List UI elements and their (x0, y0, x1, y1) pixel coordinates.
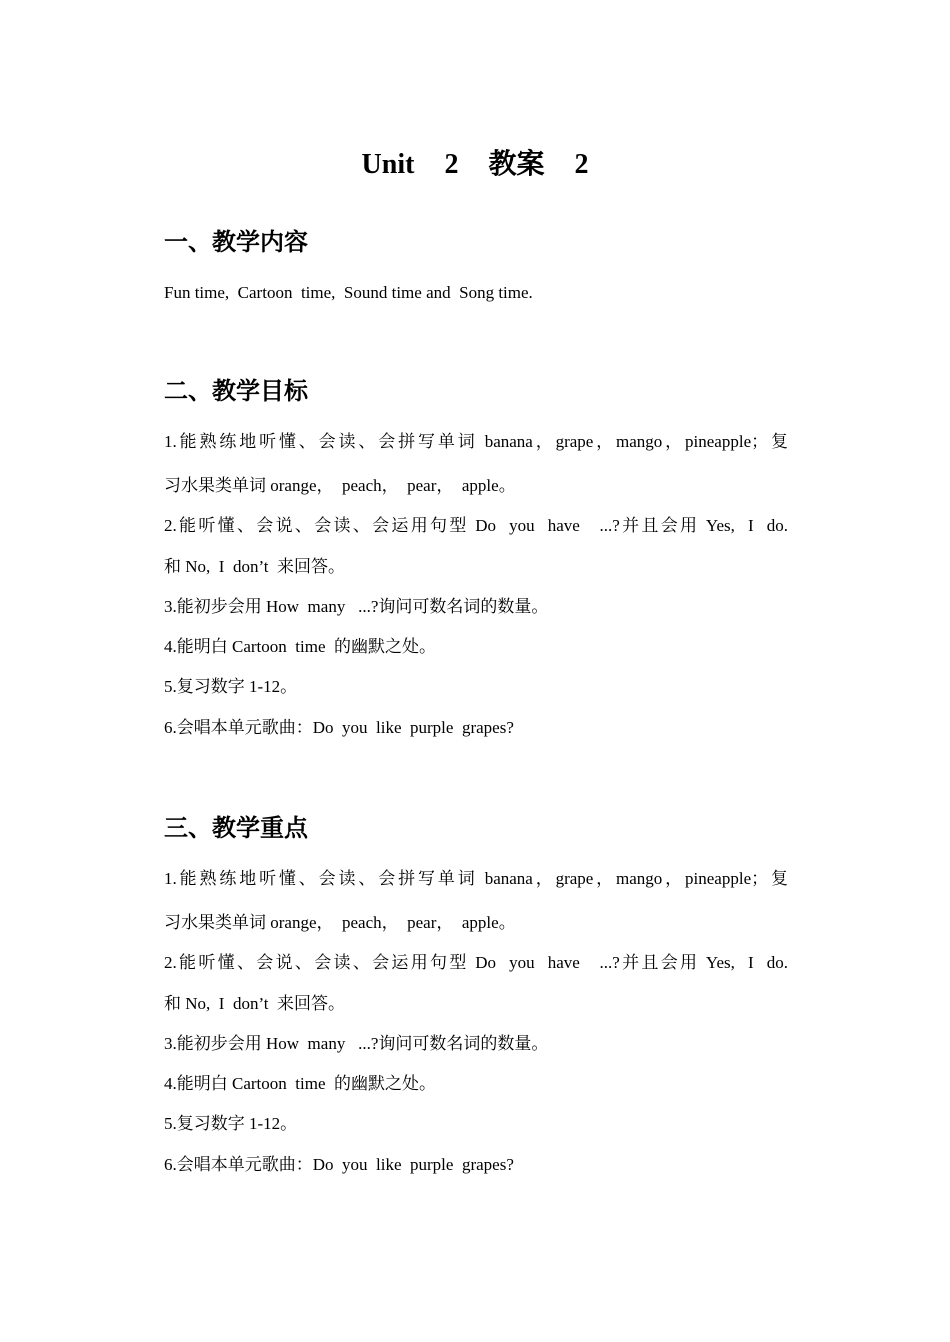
objective-line: 和 No, I don’t 来回答。 (164, 557, 346, 576)
key-point-line: 习水果类单词 orange， peach， pear， apple。 (164, 913, 516, 932)
objective-line: 2.能听懂、会说、会读、会运用句型 Do you have ...?并且会用 Yes, I do. (164, 516, 788, 535)
content-line: Fun time, Cartoon time, Sound time and Song time. (164, 283, 533, 302)
key-point-line: 2.能听懂、会说、会读、会运用句型 Do you have ...?并且会用 Yes, I do. (164, 953, 788, 972)
objective-line: 习水果类单词 orange， peach， pear， apple。 (164, 476, 516, 495)
section-heading-objectives: 二、教学目标 (164, 377, 308, 405)
page-title: Unit 2 教案 2 (361, 149, 589, 180)
objective-line: 6.会唱本单元歌曲：Do you like purple grapes? (164, 718, 514, 737)
key-point-line: 和 No, I don’t 来回答。 (164, 994, 346, 1013)
section-heading-content: 一、教学内容 (164, 228, 308, 256)
key-point-line: 6.会唱本单元歌曲：Do you like purple grapes? (164, 1155, 514, 1174)
section-heading-key-points: 三、教学重点 (164, 814, 308, 842)
objective-line: 3.能初步会用 How many ...?询问可数名词的数量。 (164, 597, 549, 616)
objective-line: 5.复习数字 1-12。 (164, 677, 298, 696)
key-point-line: 1.能熟练地听懂、会读、会拼写单词 banana，grape，mango，pineapple；复 (164, 869, 788, 888)
key-point-line: 3.能初步会用 How many ...?询问可数名词的数量。 (164, 1034, 549, 1053)
objective-line: 4.能明白 Cartoon time 的幽默之处。 (164, 637, 436, 656)
key-point-line: 4.能明白 Cartoon time 的幽默之处。 (164, 1074, 436, 1093)
key-point-line: 5.复习数字 1-12。 (164, 1114, 298, 1133)
objective-line: 1.能熟练地听懂、会读、会拼写单词 banana，grape，mango，pineapple；复 (164, 432, 788, 451)
